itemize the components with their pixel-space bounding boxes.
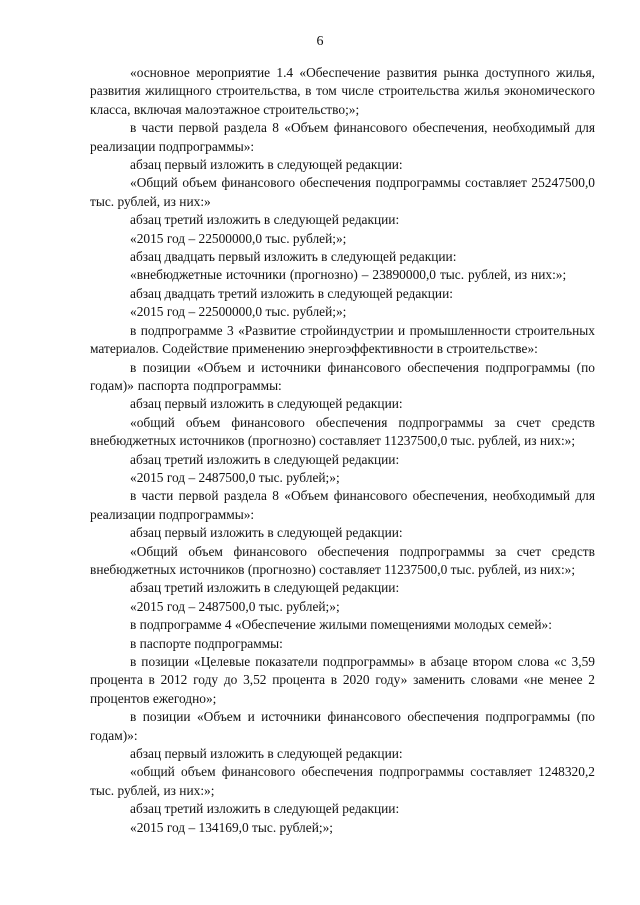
paragraph-target-indicators: в позиции «Целевые показатели подпрограммы» в абзаце втором слова «с 3,59 процента в 2012 году до 3,52 процента в 2020 году» заменить словами «не менее 2 процентов ежегодно»; (90, 654, 595, 706)
paragraph-subprogram-3: в подпрограмме 3 «Развитие стройиндустрии и промышленности строительных материалов. Содействие применению энергоэффективности в строительстве»: (90, 322, 595, 357)
paragraph-position-volume: в позиции «Объем и источники финансового обеспечения подпрограммы (по годам)» паспорта подпрограммы: (90, 359, 595, 393)
paragraph-section8-part1: в части первой раздела 8 «Объем финансового обеспечения, необходимый для реализации подпрограммы»: (90, 120, 595, 154)
paragraph-position-volume: в позиции «Объем и источники финансового обеспечения подпрограммы (по годам)»: (90, 709, 595, 743)
paragraph-quote: «Общий объем финансового обеспечения подпрограммы составляет 25247500,0 тыс. рублей, из них:» (90, 175, 595, 209)
paragraph-quote: «общий объем финансового обеспечения подпрограммы за счет средств внебюджетных источников (прогнозно) составляет 11237500,0 тыс. рублей, из них:»; (90, 414, 595, 449)
paragraph-quote: «2015 год – 2487500,0 тыс. рублей;»; (130, 598, 340, 614)
paragraph-instruction: абзац двадцать третий изложить в следующей редакции: (130, 285, 453, 301)
paragraph-instruction: абзац третий изложить в следующей редакции: (130, 212, 400, 228)
document-body (90, 64, 595, 837)
paragraph-mainevent-1-4: «основное мероприятие 1.4 «Обеспечение развития рынка доступного жилья, развития жилищного строительства, в том числе строительства жилья экономического класса, включая малоэтажное строительство;»; (90, 65, 595, 117)
paragraph-instruction: абзац третий изложить в следующей редакции: (130, 451, 400, 467)
paragraph-quote: «внебюджетные источники (прогнозно) – 23890000,0 тыс. рублей, из них:»; (130, 267, 567, 283)
paragraph-instruction: абзац третий изложить в следующей редакции: (130, 580, 400, 596)
paragraph-instruction: абзац первый изложить в следующей редакции: (130, 746, 403, 762)
paragraph-subprogram-4: в подпрограмме 4 «Обеспечение жилыми помещениями молодых семей»: (130, 617, 552, 633)
page-number: 6 (316, 34, 324, 49)
paragraph-quote: «2015 год – 22500000,0 тыс. рублей;»; (130, 230, 347, 246)
paragraph-instruction: абзац двадцать первый изложить в следующей редакции: (130, 249, 457, 265)
paragraph-instruction: абзац первый изложить в следующей редакции: (130, 396, 403, 412)
paragraph-quote: «2015 год – 134169,0 тыс. рублей;»; (130, 819, 333, 835)
paragraph-quote: «2015 год – 22500000,0 тыс. рублей;»; (130, 304, 347, 320)
paragraph-quote: «общий объем финансового обеспечения подпрограммы составляет 1248320,2 тыс. рублей, из них:»; (90, 764, 595, 798)
paragraph-instruction: абзац первый изложить в следующей редакции: (130, 157, 403, 173)
paragraph-instruction: абзац первый изложить в следующей редакции: (130, 525, 403, 541)
paragraph-passport: в паспорте подпрограммы: (130, 635, 283, 651)
paragraph-section8-part1: в части первой раздела 8 «Объем финансового обеспечения, необходимый для реализации подпрограммы»: (90, 488, 595, 522)
paragraph-quote: «Общий объем финансового обеспечения подпрограммы за счет средств внебюджетных источников (прогнозно) составляет 11237500,0 тыс. рублей, из них:»; (90, 543, 595, 577)
paragraph-instruction: абзац третий изложить в следующей редакции: (130, 801, 400, 817)
paragraph-quote: «2015 год – 2487500,0 тыс. рублей;»; (130, 469, 340, 485)
